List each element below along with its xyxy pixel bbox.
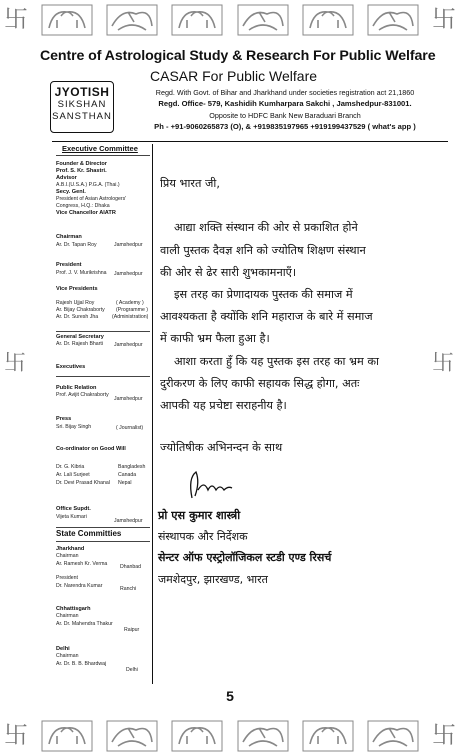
swastika-icon: 卐 xyxy=(431,6,456,33)
para3-line3: आपकी यह प्रचेष्टा सराहनीय है। xyxy=(160,399,287,412)
swastika-icon: 卐 xyxy=(432,350,455,375)
bottom-ornament-border xyxy=(0,716,460,756)
jharkhand-president-name: Dr. Narendra Kumar xyxy=(56,583,103,589)
press-role: ( Journalist) xyxy=(116,425,144,431)
organization-title: Centre of Astrological Study & Research For Public Welfare xyxy=(40,48,436,64)
jharkhand-president: President xyxy=(56,575,78,581)
signer-place: जमशेदपुर, झारखण्ड, भारत xyxy=(158,573,268,586)
advisor-heading: Advisor xyxy=(56,175,77,181)
vice-role-1: ( Academy ) xyxy=(116,300,144,306)
horse-ornament-icon xyxy=(237,720,289,752)
swastika-icon: 卐 xyxy=(4,350,27,375)
elephant-ornament-icon xyxy=(41,720,93,752)
logo-line-3: SANSTHAN xyxy=(52,111,112,122)
jyotish-logo xyxy=(50,81,114,133)
horse-ornament-icon xyxy=(106,4,158,36)
para1-line1: आद्या शक्ति संस्थान की ओर से प्रकाशित होने xyxy=(174,221,358,234)
president-place: Jamshedpur xyxy=(114,271,143,277)
organization-subtitle: CASAR For Public Welfare xyxy=(150,68,318,84)
president-heading: President xyxy=(56,262,82,268)
para2-line1: इस तरह का प्रेणादायक पुस्तक की समाज में xyxy=(174,288,353,301)
logo-line-2: SIKSHAN xyxy=(57,99,107,110)
jharkhand-chairman: Chairman xyxy=(56,553,79,559)
bank-landmark: Opposite to HDFC Bank New Baraduari Branch xyxy=(209,111,361,120)
secy-heading: Secy. Genl. xyxy=(56,189,86,195)
press-name: Sri. Bijay Singh xyxy=(56,424,92,430)
press-heading: Press xyxy=(56,416,72,422)
divider xyxy=(56,376,150,377)
signer-title: संस्थापक और निर्देशक xyxy=(158,530,248,543)
secy-line-1: President of Asian Astrologers' xyxy=(56,196,127,202)
delhi-chairman-name: Ar. Dr. B. B. Bhardwaj xyxy=(56,661,107,667)
horse-ornament-icon xyxy=(237,4,289,36)
elephant-ornament-icon xyxy=(171,4,223,36)
signer-name: प्रो एस कुमार शास्त्री xyxy=(158,509,241,522)
chairman-heading: Chairman xyxy=(56,234,82,240)
advisor-line: A.B.I.(U.S.A.) P.G.A. (Thai.) xyxy=(56,182,120,188)
header-rule xyxy=(52,141,448,142)
vice-chancellor: Vice Chancellor AIATR xyxy=(56,210,116,216)
coord-place-1: Bangladesh xyxy=(118,464,146,470)
vice-name-3: Ar. Dr. Suresh Jha xyxy=(56,314,99,320)
chairman-place: Jamshedpur xyxy=(114,242,143,248)
para2-line3: में काफी भ्रम फैला हुआ है। xyxy=(160,332,270,345)
letterhead xyxy=(40,48,440,131)
president-name: Prof. J. V. Murikrishna xyxy=(56,270,107,276)
pr-heading: Public Relation xyxy=(56,385,97,391)
vice-role-2: (Programme ) xyxy=(116,307,148,313)
coord-name-2: Ar. Lali Surjeet xyxy=(56,472,90,478)
jharkhand-heading: Jharkhand xyxy=(56,546,85,552)
registration-line: Regd. With Govt. of Bihar and Jharkhand under societies registration act 21,1860 xyxy=(155,88,415,97)
office-address: Regd. Office- 579, Kashidih Kumharpara Sakchi , Jamshedpur-831001. xyxy=(158,99,412,108)
phone-line: Ph - +91-9060265873 (O), & +919835197965 +919199437529 ( what's app ) xyxy=(154,122,416,131)
elephant-ornament-icon xyxy=(302,4,354,36)
salutation: प्रिय भारत जी, xyxy=(160,177,220,190)
jharkhand-president-place: Ranchi xyxy=(120,586,137,592)
divider xyxy=(56,527,150,528)
coord-name-3: Dr. Devi Prasad Khanal xyxy=(56,480,110,486)
pr-place: Jamshedpur xyxy=(114,396,143,402)
divider xyxy=(56,541,150,542)
elephant-ornament-icon xyxy=(302,720,354,752)
horse-ornament-icon xyxy=(367,4,419,36)
page-number: 5 xyxy=(226,688,234,704)
coordinator-heading: Co-ordinator on Good Will xyxy=(56,446,126,452)
gensec-place: Jamshedpur xyxy=(114,342,143,348)
vice-presidents-heading: Vice Presidents xyxy=(56,286,98,292)
horse-ornament-icon xyxy=(367,720,419,752)
committee-sidebar xyxy=(56,144,153,684)
gensec-name: Ar. Dr. Rajesh Bharti xyxy=(56,341,103,347)
office-heading: Office Supdt. xyxy=(56,506,91,512)
elephant-ornament-icon xyxy=(41,4,93,36)
swastika-icon: 卐 xyxy=(4,6,28,33)
closing: ज्योतिषीक अभिनन्दन के साथ xyxy=(160,441,283,454)
signature xyxy=(186,468,234,502)
founder-name: Prof. S. Kr. Shastri. xyxy=(56,168,107,174)
divider xyxy=(56,155,150,156)
pr-name: Prof. Avijit Chakraborty xyxy=(56,392,109,398)
office-name: Vijeta Kumari xyxy=(56,514,87,520)
secy-line-2: Congress, H.Q.: Dhaka xyxy=(56,203,110,209)
executive-committee-title: Executive Committee xyxy=(62,144,138,153)
vice-role-3: (Administration) xyxy=(112,314,149,320)
office-place: Jamshedpur xyxy=(114,518,143,524)
swastika-icon: 卐 xyxy=(431,722,456,749)
para3-line2: दुरीकरण के लिए काफी सहायक सिद्ध होगा, अतः xyxy=(160,377,360,390)
para2-line2: आवश्यकता है क्योंकि शनि महाराज के बारे में समाज xyxy=(160,310,373,323)
chhattisgarh-place: Raipur xyxy=(124,627,140,633)
top-ornament-border xyxy=(0,0,460,40)
chairman-name: Ar. Dr. Tapan Roy xyxy=(56,242,97,248)
para1-line3: की ओर से ढेर सारी शुभकामनाएँ। xyxy=(160,266,297,279)
horse-ornament-icon xyxy=(106,720,158,752)
gensec-heading: General Secretary xyxy=(56,334,104,340)
chhattisgarh-heading: Chhattisgarh xyxy=(56,606,91,612)
para3-line1: आशा करता हुँ कि यह पुस्तक इस तरह का भ्रम का xyxy=(174,355,379,368)
coord-place-2: Canada xyxy=(118,472,137,478)
vice-name-2: Ar. Bijay Chakraborty xyxy=(56,307,105,313)
chhattisgarh-chairman: Chairman xyxy=(56,613,79,619)
jharkhand-chairman-name: Ar. Ramesh Kr. Verma xyxy=(56,561,108,567)
signer-organization: सेन्टर ऑफ एस्ट्रोलॉजिकल स्टडी एण्ड रिसर्च xyxy=(158,551,332,564)
delhi-place: Delhi xyxy=(126,667,138,673)
para1-line2: वाली पुस्तक दैवज्ञ शनि को ज्योतिष शिक्षण संस्थान xyxy=(160,244,366,257)
coord-place-3: Nepal xyxy=(118,480,132,486)
vice-name-1: Rajesh Ujjal Roy xyxy=(56,300,95,306)
delhi-heading: Delhi xyxy=(56,646,70,652)
chhattisgarh-chairman-name: Ar. Dr. Mahendra Thakur xyxy=(56,621,113,627)
executives-heading: Executives xyxy=(56,364,86,370)
coord-name-1: Dr. G. Kibria xyxy=(56,464,85,470)
elephant-ornament-icon xyxy=(171,720,223,752)
swastika-icon: 卐 xyxy=(4,722,28,749)
founder-heading: Founder & Director xyxy=(56,161,107,167)
delhi-chairman: Chairman xyxy=(56,653,79,659)
jharkhand-chairman-place: Dhanbad xyxy=(120,564,142,570)
logo-line-1: JYOTISH xyxy=(54,85,110,99)
divider xyxy=(56,331,150,332)
state-committees-title: State Committies xyxy=(56,529,122,538)
